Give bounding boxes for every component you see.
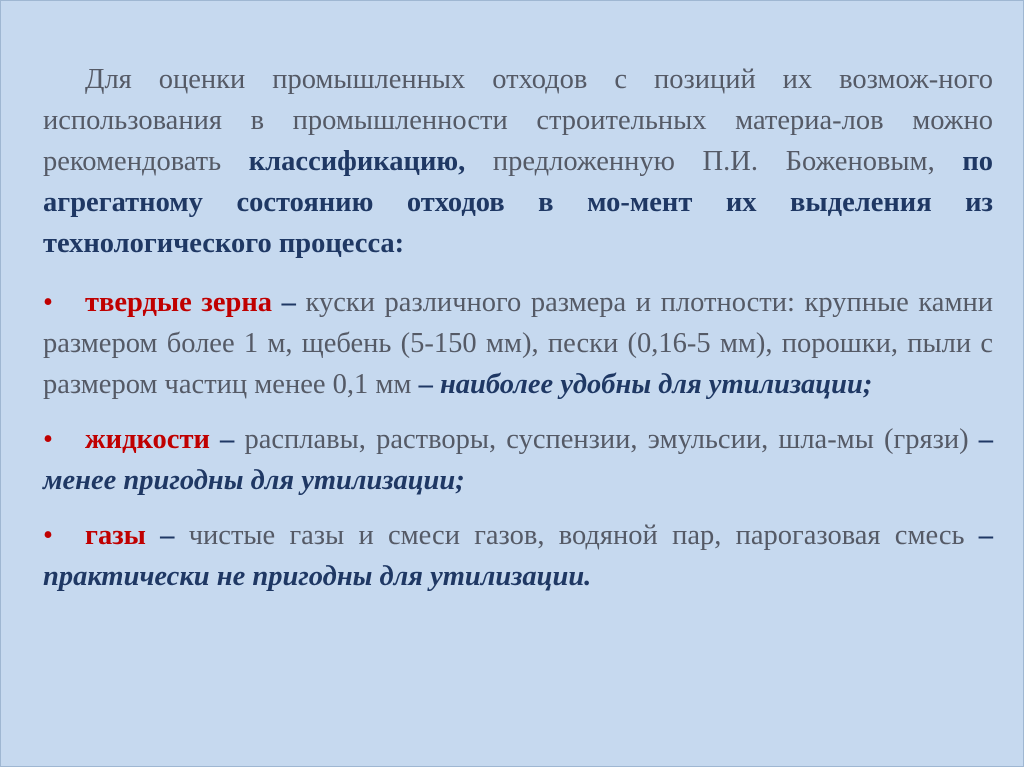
item-text: куски различного размера и плотности: крупные камни размером более 1 м, щебень (5-150 мм), пески (0,16-5 мм), порошки, пыли с размером частиц менее 0,1 мм: [43, 287, 993, 400]
bullet-icon: •: [43, 287, 53, 318]
intro-bold-criterion: по агрегатному состоянию отходов в мо-мент их выделения из технологического процесса:: [43, 146, 994, 259]
item-dash-2: –: [418, 369, 433, 400]
item-note: менее пригодны для утилизации;: [43, 465, 465, 496]
item-text: чистые газы и смеси газов, водяной пар, парогазовая смесь: [174, 520, 979, 551]
intro-lead: Для оценки промышленных отходов с позиций их возмож-ного использования в промышленности строительных материа-лов можно рекомендовать: [43, 64, 993, 177]
list-item-gases: [43, 515, 993, 597]
item-term: жидкости: [85, 424, 210, 455]
intro-bold-classification: классификацию,: [248, 146, 466, 177]
list-item-liquids: [43, 419, 993, 501]
bullet-icon: •: [43, 424, 53, 455]
item-text: расплавы, растворы, суспензии, эмульсии, шла-мы (грязи): [234, 424, 979, 455]
item-dash-2: –: [978, 520, 994, 551]
bullet-icon: •: [43, 520, 53, 551]
item-note: наиболее удобны для утилизации;: [432, 369, 873, 400]
item-dash: –: [209, 424, 235, 455]
item-dash: –: [272, 287, 296, 318]
item-term: твердые зерна: [85, 287, 273, 318]
intro-paragraph: [43, 59, 993, 264]
item-note: практически не пригодны для утилизации.: [43, 561, 592, 592]
intro-mid: предложенную П.И. Боженовым,: [465, 146, 963, 177]
slide-content: [43, 59, 993, 597]
list-item-solids: [43, 282, 993, 405]
item-dash-2: –: [978, 424, 994, 455]
item-term: газы: [85, 520, 146, 551]
item-dash: –: [145, 520, 175, 551]
